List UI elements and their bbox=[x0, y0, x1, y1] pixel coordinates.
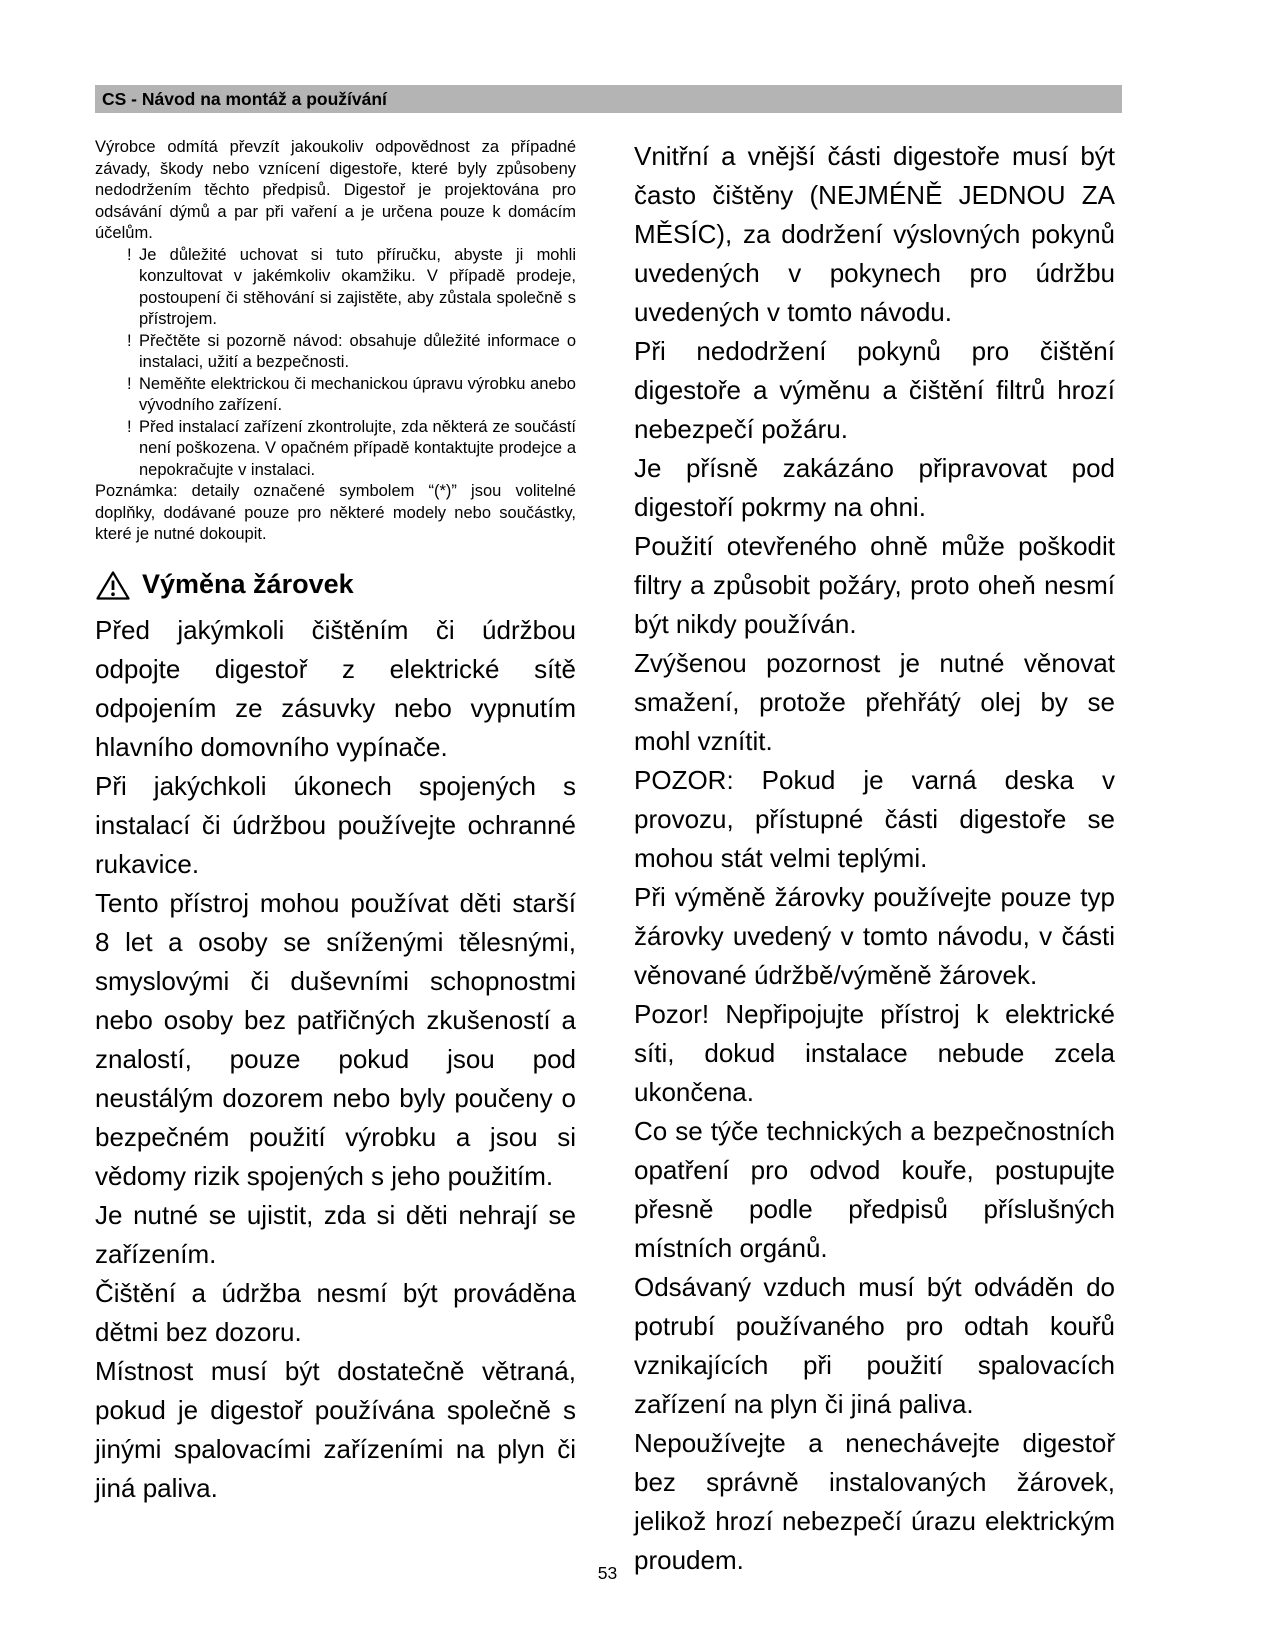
body-paragraph: Před jakýmkoli čištěním či údržbou odpojte digestoř z elektrické sítě odpojením ze zásuvky nebo vypnutím hlavního domovního vypínače. bbox=[95, 614, 576, 762]
body-paragraph: Co se týče technických a bezpečnostních opatření pro odvod kouře, postupujte přesně podle předpisů příslušných místních orgánů. bbox=[634, 1116, 1115, 1263]
warning-triangle-icon bbox=[95, 570, 131, 601]
header-title: CS - Návod na montáž a používání bbox=[102, 88, 387, 109]
intro-paragraph: Výrobce odmítá převzít jakoukoliv odpovědnost za případné závady, škody nebo vznícení digestoře, které byly způsobeny nedodržením těchto předpisů. Digestoř je projektována pro odsávání dýmů a par při vaření a je určena pouze k domácím účelům. bbox=[95, 138, 576, 242]
body-paragraph: Místnost musí být dostatečně větraná, pokud je digestoř používána společně s jinými spalovacími zařízeními na plyn či jiná paliva. bbox=[95, 1355, 576, 1503]
body-paragraph: Při nedodržení pokynů pro čištění digestoře a výměnu a čištění filtrů hrozí nebezpečí požáru. bbox=[634, 336, 1115, 444]
body-paragraph: Při jakýchkoli úkonech spojených s instalací či údržbou používejte ochranné rukavice. bbox=[95, 770, 576, 879]
warning-list-item bbox=[95, 417, 576, 482]
warning-list-item-text: Přečtěte si pozorně návod: obsahuje důležité informace o instalaci, užití a bezpečnosti. bbox=[139, 331, 576, 371]
exclamation-marker: ! bbox=[127, 245, 132, 264]
warning-list-item bbox=[95, 331, 576, 374]
right-column bbox=[634, 137, 1115, 1580]
section-heading-text: Výměna žárovek bbox=[142, 568, 354, 599]
warning-list-item-text: Je důležité uchovat si tuto příručku, abyste ji mohli konzultovat v jakémkoliv okamžiku. V případě prodeje, postoupení či stěhování si zajistěte, aby zůstala společně s přístrojem. bbox=[139, 245, 576, 328]
body-paragraph: POZOR: Pokud je varná deska v provozu, přístupné části digestoře se mohou stát velmi teplými. bbox=[634, 765, 1115, 873]
page-number: 53 bbox=[597, 1563, 618, 1583]
body-paragraph: Pozor! Nepřipojujte přístroj k elektrické síti, dokud instalace nebude zcela ukončena. bbox=[634, 999, 1115, 1107]
body-paragraph: Odsávaný vzduch musí být odváděn do potrubí používaného pro odtah kouřů vznikajících při použití spalovacích zařízení na plyn či jiná paliva. bbox=[634, 1272, 1115, 1419]
warning-list-item-text: Neměňte elektrickou či mechanickou úpravu výrobku anebo vývodního zařízení. bbox=[139, 374, 576, 414]
note-paragraph: Poznámka: detaily označené symbolem “(*)” jsou volitelné doplňky, dodávané pouze pro některé modely nebo součástky, které je nutné dokoupit. bbox=[95, 482, 576, 543]
body-paragraph: Při výměně žárovky používejte pouze typ žárovky uvedený v tomto návodu, v části věnované údržbě/výměně žárovek. bbox=[634, 882, 1115, 990]
body-paragraph: Je nutné se ujistit, zda si děti nehrají se zařízením. bbox=[95, 1199, 576, 1269]
body-paragraph: Tento přístroj mohou používat děti starší 8 let a osoby se sníženými tělesnými, smyslovými či duševními schopnostmi nebo osoby bez patřičných zkušeností a znalostí, pouze pokud jsou pod neustálým dozorem nebo byly poučeny o bezpečném použití výrobku a jsou si vědomy rizik spojených s jeho použitím. bbox=[95, 887, 576, 1191]
body-paragraph: Nepoužívejte a nenechávejte digestoř bez správně instalovaných žárovek, jelikož hrozí nebezpečí úrazu elektrickým proudem. bbox=[634, 1428, 1115, 1575]
exclamation-marker: ! bbox=[127, 417, 132, 436]
body-paragraph: Čištění a údržba nesmí být prováděna dětmi bez dozoru. bbox=[95, 1277, 576, 1347]
body-paragraph: Použití otevřeného ohně může poškodit filtry a způsobit požáry, proto oheň nesmí být nikdy používán. bbox=[634, 531, 1115, 639]
exclamation-marker: ! bbox=[127, 374, 132, 393]
body-paragraph: Zvýšenou pozornost je nutné věnovat smažení, protože přehřátý olej by se mohl vznítit. bbox=[634, 648, 1115, 756]
warning-list-item-text: Před instalací zařízení zkontrolujte, zda některá ze součástí není poškozena. V opačném případě kontaktujte prodejce a nepokračujte v instalaci. bbox=[139, 417, 576, 479]
section-header-bar bbox=[95, 85, 1122, 113]
body-paragraph: Vnitřní a vnější části digestoře musí být často čištěny (NEJMÉNĚ JEDNOU ZA MĚSÍC), za dodržení výslovných pokynů uvedených v pokynech pro údržbu uvedených v tomto návodu. bbox=[634, 141, 1115, 327]
warning-list-item bbox=[95, 374, 576, 417]
warning-list-item bbox=[95, 245, 576, 331]
body-paragraph: Je přísně zakázáno připravovat pod digestoří pokrmy na ohni. bbox=[634, 453, 1115, 522]
section-heading bbox=[95, 568, 576, 601]
two-column-layout bbox=[95, 137, 1122, 1580]
exclamation-marker: ! bbox=[127, 331, 132, 350]
left-column bbox=[95, 137, 576, 1580]
